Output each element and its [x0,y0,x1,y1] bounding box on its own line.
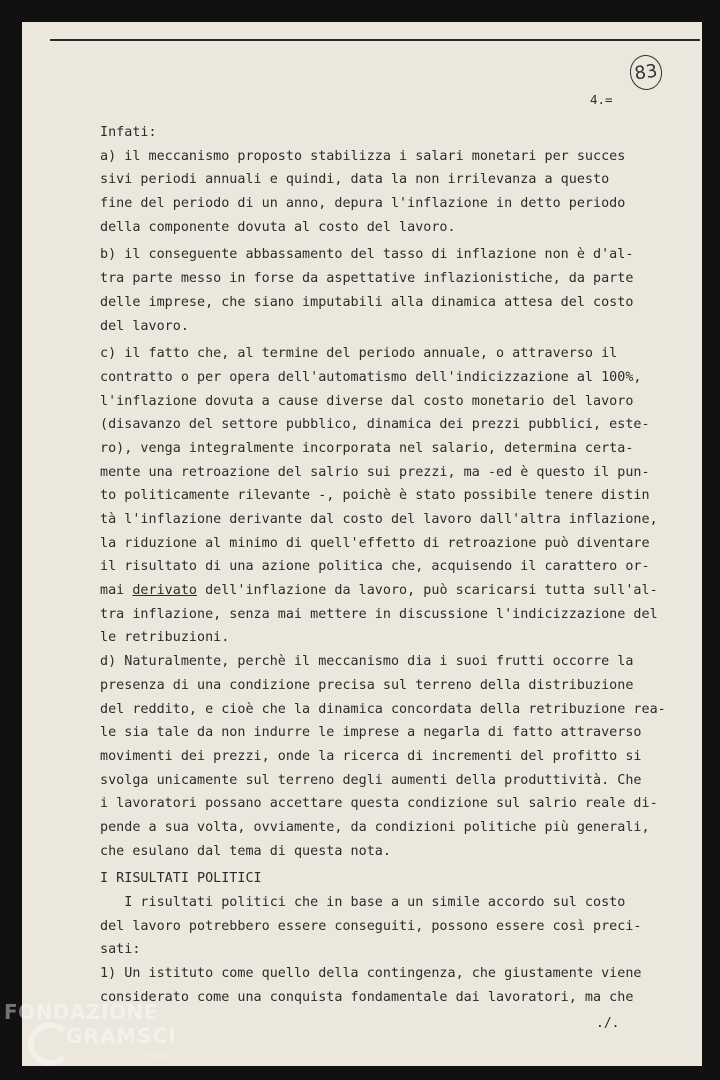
text-line: le sia tale da non indurre le imprese a negarla di fatto attraverso [100,725,642,741]
text-line: movimenti dei prezzi, onde la ricerca di incrementi del profitto si [100,748,642,764]
text-line: to politicamente rilevante -, poichè è stato possibile tenere distin [100,488,650,504]
text-line: (disavanzo del settore pubblico, dinamica dei prezzi pubblici, este- [100,417,650,433]
text-line: i lavoratori possano accettare questa condizione sul salrio reale di- [100,796,658,812]
watermark-line1: FONDAZIONE [4,1000,158,1024]
text-line: svolga unicamente sul terreno degli aumenti della produttività. Che [100,772,642,788]
text-line: Infati: [100,125,157,140]
text-line: I risultati politici che in base a un simile accordo sul costo [100,895,626,910]
text-line: del reddito, e cioè che la dinamica concordata della retribuzione rea- [100,701,666,717]
continuation-mark: ./. [596,1016,620,1031]
text-line: pende a sua volta, ovviamente, da condizioni politiche più generali, [100,819,650,835]
text-line: mente una retroazione del salrio sui prezzi, ma -ed è questo il pun- [100,464,650,480]
text-line: tra parte messo in forse da aspettative inflazionistiche, da parte [100,271,634,287]
text-line: tà l'inflazione derivante dal costo del lavoro dall'altra inflazione, [100,512,658,527]
watermark-line3: onlus [146,1051,168,1060]
document-page [22,22,702,1066]
text-line: contratto o per opera dell'automatismo dell'indicizzazione al 100%, [100,369,642,385]
text-line: l'inflazione dovuta a cause diverse dal costo monetario del lavoro [100,393,634,409]
text-segment: mai [100,583,133,599]
text-line-derivato [100,579,680,603]
text-line: delle imprese, che siano imputabili alla dinamica attesa del costo [100,294,634,310]
text-line: 1) Un istituto come quello della contingenza, che giustamente viene [100,966,642,982]
text-line: fine del periodo di un anno, depura l'inflazione in detto periodo [100,196,626,212]
text-line: sati: [100,942,141,958]
underlined-word: derivato [132,583,197,599]
text-line: la riduzione al minimo di quell'effetto di retroazione può diventare [100,535,650,551]
text-line: a) il meccanismo proposto stabilizza i salari monetari per succes [100,148,626,164]
text-line: b) il conseguente abbassamento del tasso di inflazione non è d'al- [100,247,634,263]
text-line: c) il fatto che, al termine del periodo annuale, o attraverso il [100,346,618,362]
page-number: 4.= [590,92,613,107]
text-line: sivi periodi annuali e quindi, data la non irrilevanza a questo [100,172,610,188]
text-line: tra inflazione, senza mai mettere in discussione l'indicizzazione del [100,606,658,622]
text-line: ro), venga integralmente incorporata nel salario, determina certa- [100,440,634,456]
text-line: del lavoro potrebbero essere conseguiti, possono essere così preci- [100,918,642,934]
watermark-line2: GRAMSCI [66,1024,177,1048]
text-line: le retribuzioni. [100,630,230,646]
text-line: della componente dovuta al costo del lavoro. [100,219,456,235]
text-line: presenza di una condizione precisa sul terreno della distribuzione [100,677,634,693]
folio-stamp: 83 [628,53,665,92]
top-rule [50,39,700,41]
watermark [0,998,190,1080]
text-line: del lavoro. [100,318,189,334]
text-line: il risultato di una azione politica che, acquisendo il carattero or- [100,559,650,575]
text-line: considerato come una conquista fondamentale dai lavoratori, ma che [100,989,634,1005]
text-segment: dell'inflazione da lavoro, può scaricarsi tutta sull'al- [196,583,658,599]
text-line: che esulano dal tema di questa nota. [100,843,391,859]
section-heading: I RISULTATI POLITICI [100,871,262,887]
body-text [100,121,680,1009]
text-line: d) Naturalmente, perchè il meccanismo dia i suoi frutti occorre la [100,654,634,670]
